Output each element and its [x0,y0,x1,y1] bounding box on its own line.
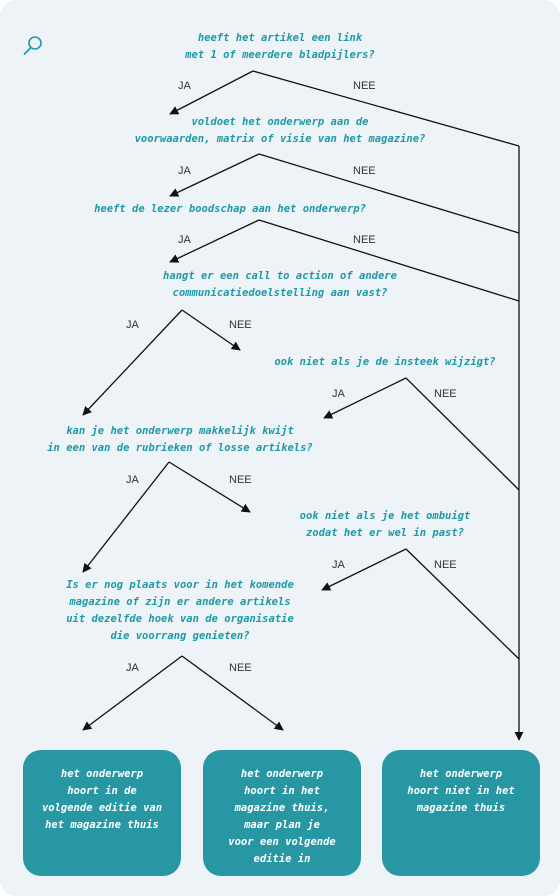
question-8: Is er nog plaats voor in het komende magazine of zijn er andere artikels uit dezelfde hoek van de organisatie die voorrang genieten? [66,579,294,642]
question-4: hangt er een call to action of andere communicatiedoelstelling aan vast? [163,270,397,299]
q4-no-label: NEE [229,319,252,331]
q7-no-line [406,549,519,659]
q8-no-label: NEE [229,662,252,674]
q5-yes-label: JA [332,388,345,400]
q1-yes-label: JA [178,80,191,92]
q6-no-arrow [169,462,250,512]
q4-yes-label: JA [126,319,139,331]
question-5: ook niet als je de insteek wijzigt? [274,356,496,368]
question-2: voldoet het onderwerp aan de voorwaarden, matrix of visie van het magazine? [134,116,426,145]
q2-no-label: NEE [353,165,376,177]
outcome-not-fit: het onderwerp hoort niet in het magazine thuis [382,750,540,876]
question-3: heeft de lezer boodschap aan het onderwerp? [94,203,366,215]
q3-no-label: NEE [353,234,376,246]
q7-no-label: NEE [434,559,457,571]
q1-yes-arrow [170,71,253,114]
q3-yes-label: JA [178,234,191,246]
q6-no-label: NEE [229,474,252,486]
q7-yes-label: JA [332,559,345,571]
q2-no-line [259,154,519,233]
outcome-next-edition: het onderwerp hoort in de volgende editie van het magazine thuis [23,750,181,876]
q1-no-label: NEE [353,80,376,92]
q6-yes-label: JA [126,474,139,486]
search-icon [22,34,44,56]
question-7: ook niet als je het ombuigt zodat het er wel in past? [299,510,471,539]
q2-yes-label: JA [178,165,191,177]
outcome-plan-later: het onderwerp hoort in het magazine thuis, maar plan je voor een volgende editie in [203,750,361,876]
q5-no-label: NEE [434,388,457,400]
q8-yes-label: JA [126,662,139,674]
question-1: heeft het artikel een link met 1 of meerdere bladpijlers? [185,32,375,61]
question-6: kan je het onderwerp makkelijk kwijt in een van de rubrieken of losse artikels? [47,425,313,454]
q5-no-line [406,378,519,490]
